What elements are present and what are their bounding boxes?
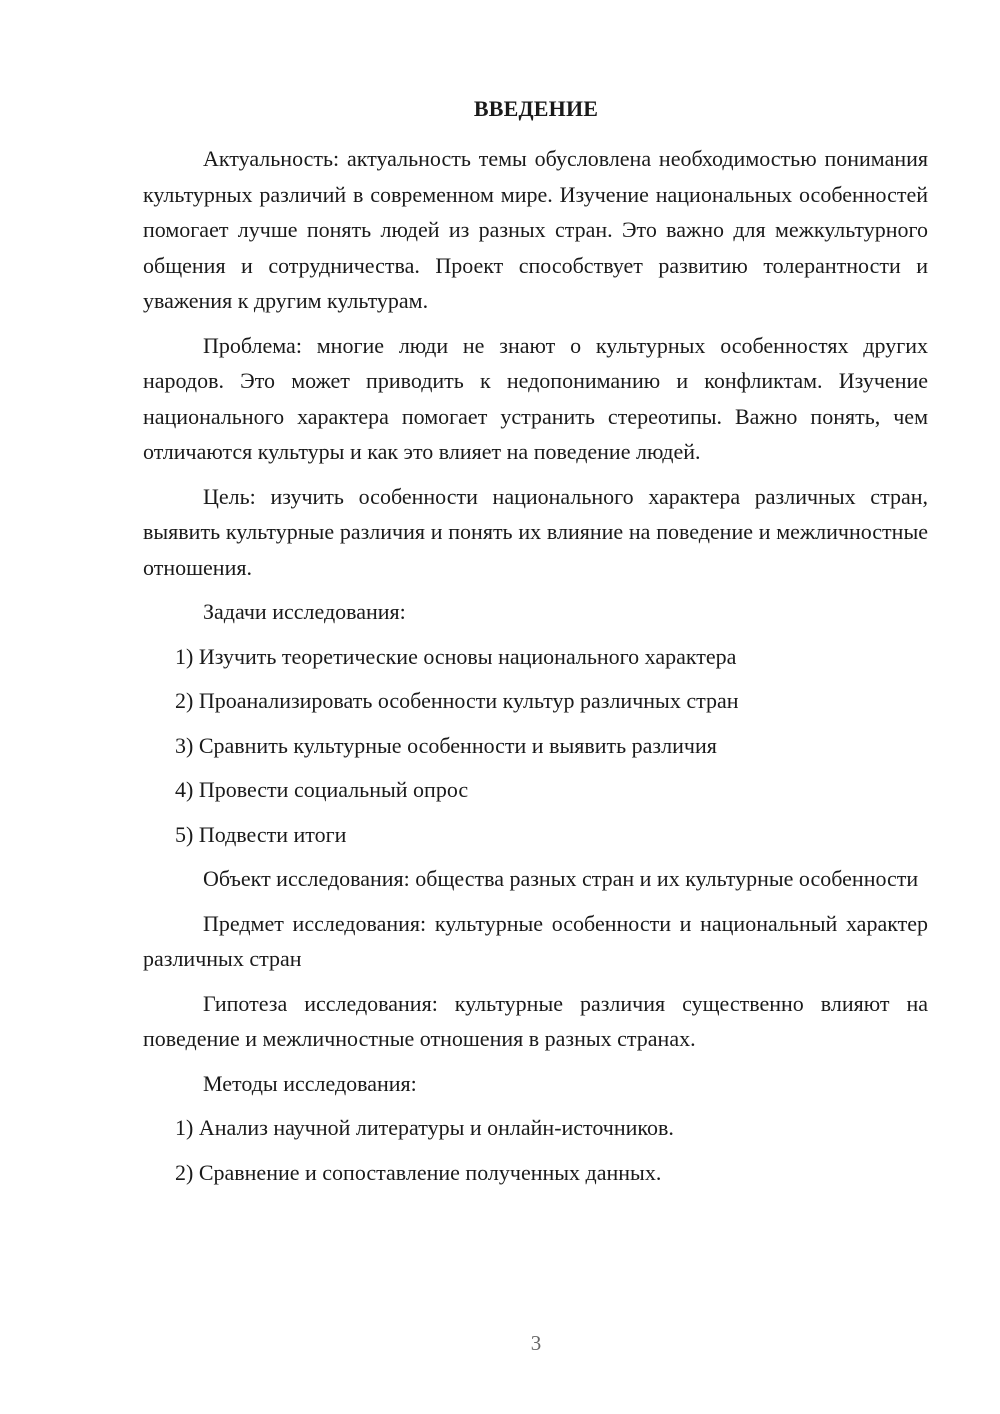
document-body [143, 141, 928, 1199]
page-number: 3 [530, 1331, 542, 1355]
method-item-1: 1) Анализ научной литературы и онлайн-источников. [175, 1115, 674, 1140]
goal-paragraph: Цель: изучить особенности национального характера различных стран, выявить культурные различия и понять их влияние на поведение и межличностные отношения. [143, 483, 928, 580]
methods-heading: Методы исследования: [203, 1070, 417, 1096]
hypothesis-paragraph: Гипотеза исследования: культурные различия существенно влияют на поведение и межличностные отношения в разных странах. [143, 990, 928, 1051]
subject-paragraph: Предмет исследования: культурные особенности и национальный характер различных стран [143, 910, 928, 971]
task-item-5: 5) Подвести итоги [175, 821, 347, 847]
task-item-3: 3) Сравнить культурные особенности и выявить различия [175, 732, 717, 758]
task-item-4: 4) Провести социальный опрос [175, 777, 469, 802]
object-paragraph: Объект исследования: общества разных стран и их культурные особенности [203, 866, 919, 891]
relevance-paragraph: Актуальность: актуальность темы обусловлена необходимостью понимания культурных различий в современном мире. Изучение национальных особенностей помогает лучше понять людей из разных стран. Это важно для межкультурного общения и сотрудничества. Проект способствует развитию толерантности и уважения к другим культурам. [143, 146, 928, 313]
tasks-heading: Задачи исследования: [203, 599, 406, 624]
page-title: ВВЕДЕНИЕ [473, 96, 599, 121]
method-item-2: 2) Сравнение и сопоставление полученных данных. [175, 1159, 662, 1185]
problem-paragraph: Проблема: многие люди не знают о культурных особенностях других народов. Это может приводить к недопониманию и конфликтам. Изучение национального характера помогает устранить стереотипы. Важно понять, чем отличаются культуры и как это влияет на поведение людей. [143, 332, 928, 464]
task-item-2: 2) Проанализировать особенности культур различных стран [175, 688, 739, 713]
task-item-1: 1) Изучить теоретические основы национального характера [175, 643, 737, 669]
